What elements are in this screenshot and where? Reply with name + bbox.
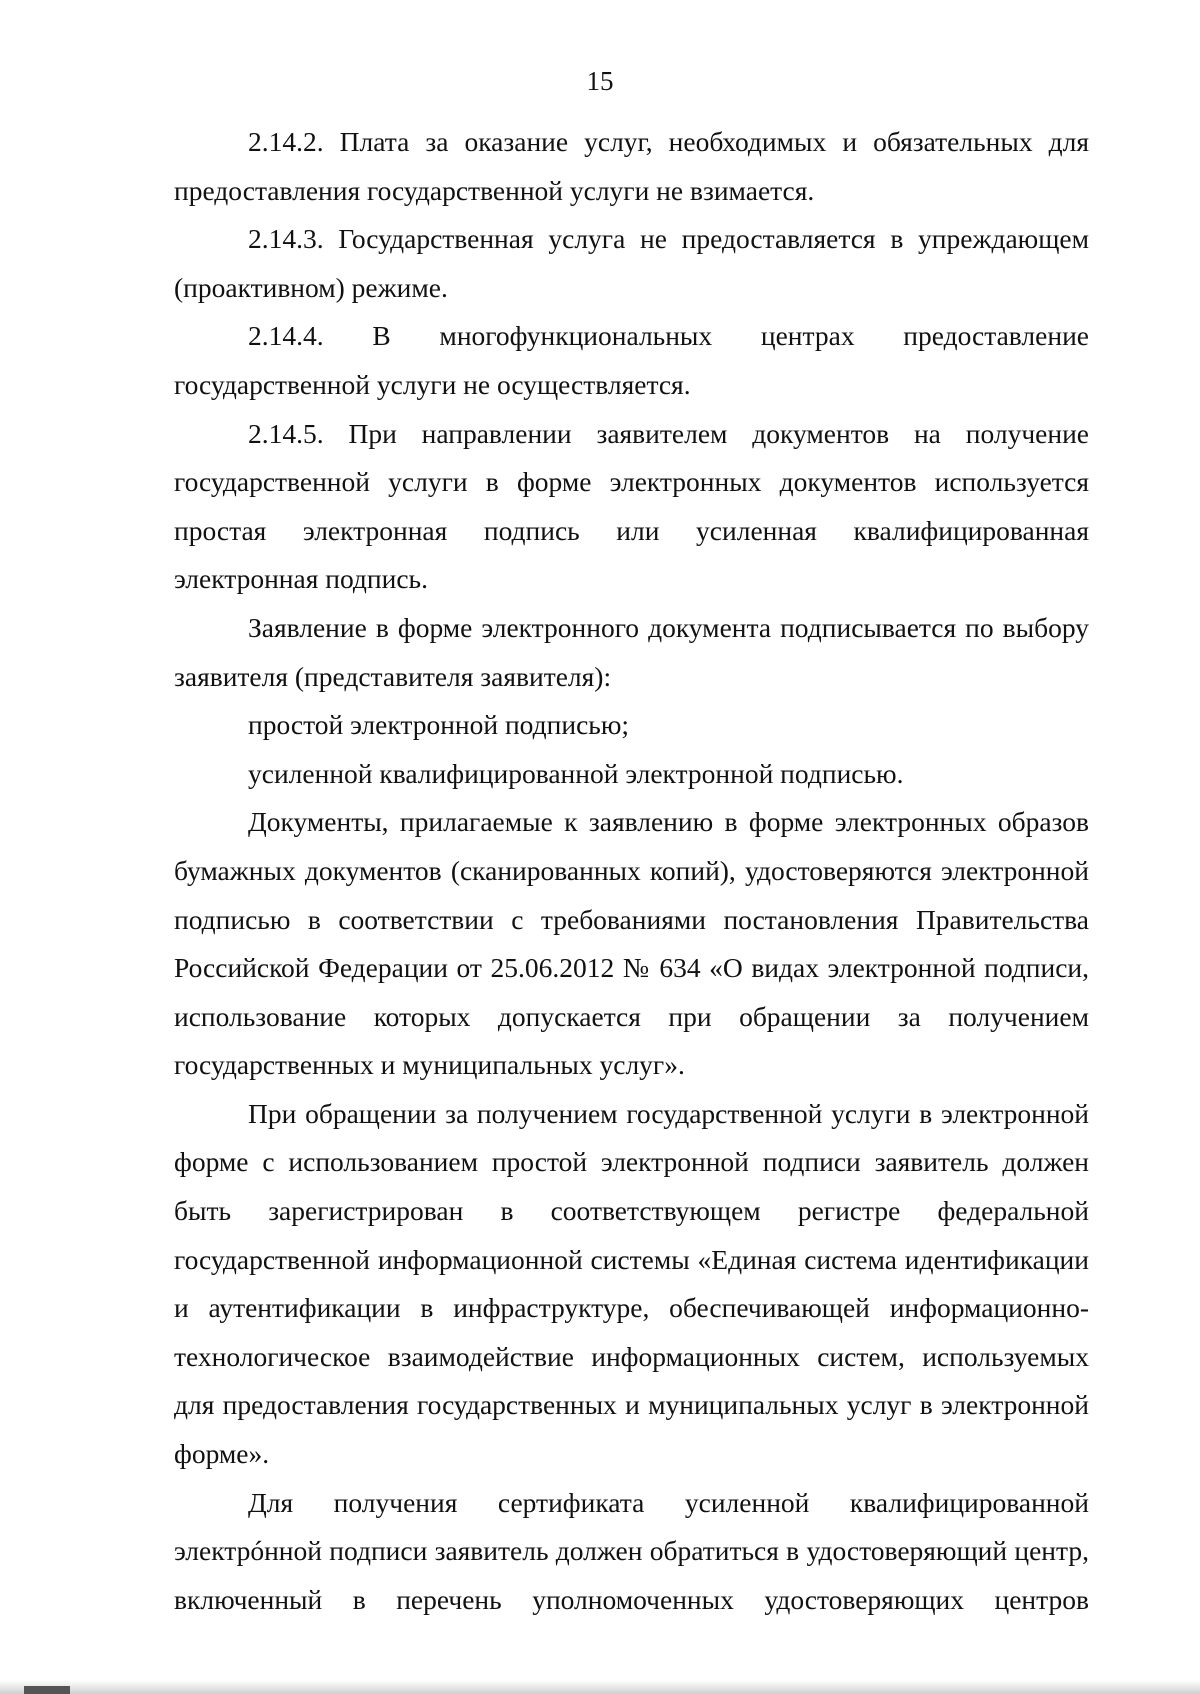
paragraph-2-14-3: 2.14.3. Государственная услуга не предоставляется в упреждающем (проактивном) режиме. <box>174 223 1089 303</box>
list-item-qualified-signature: усиленной квалифицированной электронной подписью. <box>248 757 904 789</box>
paragraph-certificate: Для получения сертификата усиленной квалифицированной электрóнной подписи заявитель должен обратиться в удостоверяющий центр, включенный в перечень уполномоченных удостоверяющих центров <box>174 1486 1089 1615</box>
paragraph-attached-documents: Документы, прилагаемые к заявлению в форме электронных образов бумажных документов (сканированных копий), удостоверяются электронной подписью в соответствии с требованиями постановления Правительства Российской Федерации от 25.06.2012 № 634 «О видах электронной подписи, использование которых допускается при обращении за получением государственных и муниципальных услуг». <box>174 806 1089 1081</box>
paragraph-registration-requirement: При обращении за получением государственной услуги в электронной форме с использованием простой электронной подписи заявитель должен быть зарегистрирован в соответствующем регистре федеральной государственной информационной системы «Единая система идентификации и аутентификации в инфраструктуре, обеспечивающей информационно-технологическое взаимодействие информационных систем, используемых для предоставления государственных и муниципальных услуг в электронной форме». <box>174 1097 1089 1470</box>
document-body <box>174 118 1089 1624</box>
list-item-simple-signature: простой электронной подписью; <box>248 709 629 741</box>
paragraph-2-14-4: 2.14.4. В многофункциональных центрах предоставление государственной услуги не осуществляется. <box>174 320 1089 400</box>
page-bottom-edge <box>0 1680 1200 1694</box>
paragraph-application-signing: Заявление в форме электронного документа подписывается по выбору заявителя (представителя заявителя): <box>174 611 1089 692</box>
scan-edge-mark <box>24 1686 70 1694</box>
paragraph-2-14-2: 2.14.2. Плата за оказание услуг, необходимых и обязательных для предоставления государственной услуги не взимается. <box>174 126 1089 206</box>
page-number: 15 <box>586 66 614 96</box>
paragraph-2-14-5: 2.14.5. При направлении заявителем документов на получение государственной услуги в форме электронных документов используется простая электронная подпись или усиленная квалифицированная электронная подпись. <box>174 417 1089 595</box>
